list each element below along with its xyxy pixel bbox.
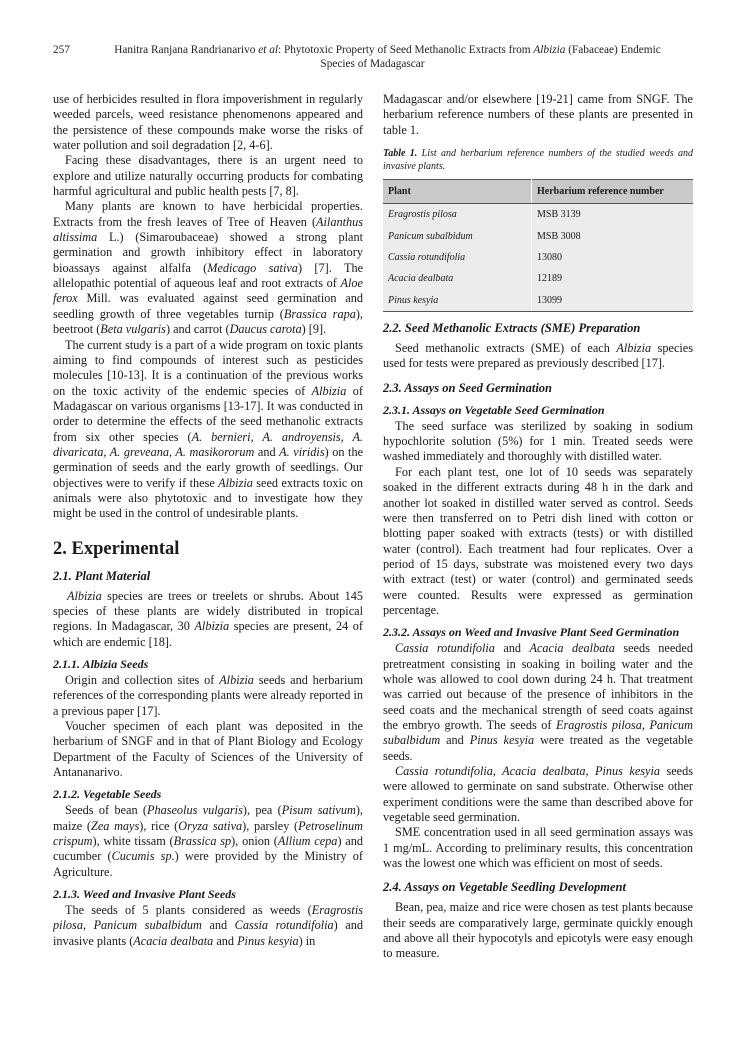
paragraph: For each plant test, one lot of 10 seeds was separately soaked in the different extracts during 48 h in the dark and another lot soaked in distilled water served as control. Seeds were then transferred on to Petri dish lined with cotton or blotting paper soaked with extracts (tests) or with distilled water (control). Each treatment had four replicates. Over a period of 15 days, substrate was moistened every two days with extract (test) or water (control) and germinated seeds were counted. Results were expressed as germination percentage. xyxy=(383,464,693,617)
paragraph: Cassia rotundifolia, Acacia dealbata, Pinus kesyia seeds were allowed to germinate on sand substrate. Otherwise other experiment conditions were the same than described above for vegetable seed germination. xyxy=(383,764,693,825)
paragraph: Seed methanolic extracts (SME) of each Albizia species used for tests were prepared as previously described [17]. xyxy=(383,341,693,371)
table-cell: 13099 xyxy=(532,290,694,312)
subsubsection-heading: 2.1.2. Vegetable Seeds xyxy=(53,787,162,802)
subsection-heading: 2.3. Assays on Seed Germination xyxy=(383,380,553,395)
page-number: 257 xyxy=(53,44,70,56)
header-line-2: Species of Madagascar xyxy=(320,58,425,70)
running-header xyxy=(0,43,745,71)
paragraph: Seeds of bean (Phaseolus vulgaris), pea (Pisum sativum), maize (Zea mays), rice (Oryza sativa), parsley (Petroselinum crispum), white tissam (Brassica sp), onion (Allium cepa) and cucumber (Cucumis sp.) were provided by the Ministry of Agriculture. xyxy=(53,803,363,879)
paragraph: The seeds of 5 plants considered as weeds (Eragrostis pilosa, Panicum subalbidum and Cassia rotundifolia) and invasive plants (Acacia dealbata and Pinus kesyia) in xyxy=(53,903,363,948)
table-header-row xyxy=(383,180,693,204)
subsection-heading: 2.2. Seed Methanolic Extracts (SME) Preparation xyxy=(383,321,641,336)
paragraph: The current study is a part of a wide program on toxic plants aiming to find compounds of interest such as pesticides molecules [10-13]. It is a continuation of the previous works on the toxic activity of the endemic species of Albizia of Madagascar on various organisms [13-17]. It was conducted in order to determine the effects of the seed methanolic extracts from six other species (A. bernieri, A. androyensis, A. divaricata, A. greveana, A. masikororum and A. viridis) on the germination of seeds and the early growth of seedlings. Our objectives were to verify if these Albizia seed extracts toxic on animals were also phytotoxic and to investigate how they might be used in the control of undesirable plants. xyxy=(53,337,364,521)
subsection-heading: 2.4. Assays on Vegetable Seedling Development xyxy=(383,880,626,895)
table-header-cell: Plant xyxy=(383,180,532,204)
table-cell: Pinus kesyia xyxy=(383,290,532,312)
table-cell: 13080 xyxy=(532,247,694,268)
paragraph: Bean, pea, maize and rice were chosen as test plants because their seeds are comparatively large, germinate quickly enough and above all their hypocotyls and epicotyls were easy enough to measure. xyxy=(383,900,693,961)
table-row xyxy=(383,268,693,289)
table-cell: Cassia rotundifolia xyxy=(383,247,532,268)
paragraph: Madagascar and/or elsewhere [19-21] came from SNGF. The herbarium reference numbers of these plants are presented in table 1. xyxy=(383,92,693,137)
left-column xyxy=(53,92,363,949)
section-heading: 2. Experimental xyxy=(53,538,180,559)
paragraph: SME concentration used in all seed germination assays was 1 mg/mL. According to preliminary results, this concentration was the lowest one which was efficient on most of seeds. xyxy=(383,825,693,871)
table-cell: 12189 xyxy=(532,268,694,289)
table-header-cell: Herbarium reference number xyxy=(532,180,694,204)
paragraph: Voucher specimen of each plant was deposited in the herbarium of SNGF and in that of Plant Biology and Ecology Department of the Faculty of Sciences of the University of Antananarivo. xyxy=(53,719,363,780)
table-cell: MSB 3139 xyxy=(532,204,694,226)
table-cell: Panicum subalbidum xyxy=(383,226,532,247)
subsubsection-heading: 2.3.1. Assays on Vegetable Seed Germination xyxy=(383,402,605,417)
table-cell: MSB 3008 xyxy=(532,226,694,247)
table-row xyxy=(383,247,693,268)
table-cell: Eragrostis pilosa xyxy=(383,204,532,226)
table-row xyxy=(383,290,693,312)
right-column xyxy=(383,92,693,962)
table-row xyxy=(383,204,693,226)
subsubsection-heading: 2.3.2. Assays on Weed and Invasive Plant Seed Germination xyxy=(383,625,680,640)
table-caption: Table 1. List and herbarium reference numbers of the studied weeds and invasive plants. xyxy=(383,148,693,172)
herbarium-table xyxy=(383,179,693,312)
paragraph: Origin and collection sites of Albizia seeds and herbarium references of the corresponding plants were already reported in a previous paper [17]. xyxy=(53,673,364,718)
paragraph: Facing these disadvantages, there is an urgent need to explore and utilize naturally occurring products for combating harmful agricultural and public health pests [7, 8]. xyxy=(53,153,363,199)
table-row xyxy=(383,226,693,247)
subsection-heading: 2.1. Plant Material xyxy=(53,568,151,583)
paragraph: use of herbicides resulted in flora impoverishment in regularly weeded parcels, weed resistance phenomenons appeared and the persistence of these compounds make worse the risks of water pollution and soil degradation [2, 4-6]. xyxy=(53,92,363,153)
header-line-1: Hanitra Ranjana Randrianarivo et al: Phytotoxic Property of Seed Methanolic Extracts from Albizia (Fabaceae) Endemic xyxy=(114,44,661,56)
table-cell: Acacia dealbata xyxy=(383,268,532,289)
paragraph: Cassia rotundifolia and Acacia dealbata seeds needed pretreatment consisting in soaking in boiling water and the whole was allowed to cool down during 24 h. That treatment was carried out because of the presence of inhibitors in the seed coats and the mechanical strength of seed coats against the embryo growth. The seeds of Eragrostis pilosa, Panicum subalbidum and Pinus kesyia were treated as the vegetable seeds. xyxy=(383,641,693,763)
paragraph: Albizia species are trees or treelets or shrubs. About 145 species of these plants are widely distributed in tropical regions. In Madagascar, 30 Albizia species are present, 24 of which are endemic [18]. xyxy=(53,588,363,649)
paragraph: The seed surface was sterilized by soaking in sodium hypochlorite solution (5%) for 1 min. Treated seeds were washed immediately and thoroughly with distilled water. xyxy=(383,418,693,464)
paragraph: Many plants are known to have herbicidal properties. Extracts from the fresh leaves of Tree of Heaven (Ailanthus altissima L.) (Simaroubaceae) showed a strong plant germination and growth inhibitory effect in laboratory bioassays against alfalfa (Medicago sativa) [7]. The allelopathic potential of aqueous leaf and root extracts of Aloe ferox Mill. was evaluated against seed germination and seedling growth of three vegetables turnip (Brassica rapa), beetroot (Beta vulgaris) and carrot (Daucus carota) [9]. xyxy=(53,199,364,337)
subsubsection-heading: 2.1.1. Albizia Seeds xyxy=(53,657,149,671)
subsubsection-heading: 2.1.3. Weed and Invasive Plant Seeds xyxy=(53,887,236,902)
